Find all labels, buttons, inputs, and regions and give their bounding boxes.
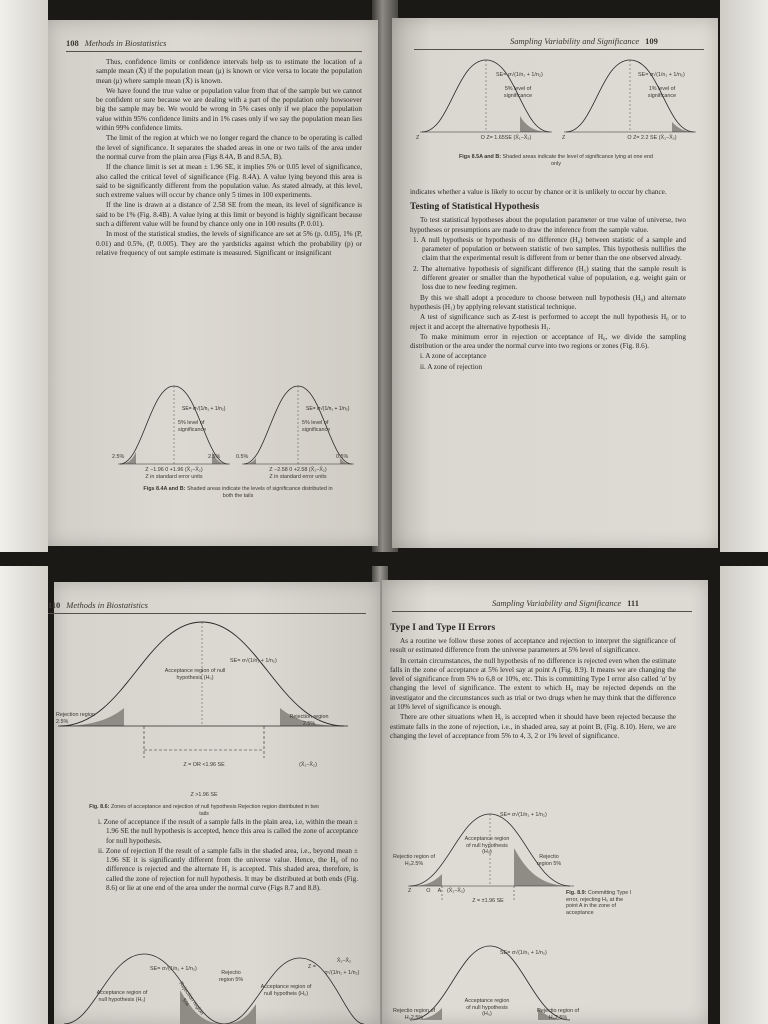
running-head-title: Methods in Biostatistics [84, 38, 167, 48]
tail-label: 0.5% [336, 454, 349, 460]
body-text [390, 618, 676, 742]
page-number: 108 [66, 38, 79, 48]
rejection-label: Rejection region 2.5% [289, 714, 329, 727]
paragraph: To make minimum error in rejection or acceptance of H₀, we divide the sampling distribution or the area under the normal curve into two regions or zones (Fig. 8.6). [410, 332, 686, 351]
page-108 [48, 20, 378, 546]
acceptance-label: Acceptance region of null hypothesis (H₀) [464, 836, 510, 856]
axis-label: O Z= 2.2 SE (X̄₁−X̄₂) [627, 135, 677, 141]
page-number: 111 [627, 598, 639, 608]
axis-label: Z O A (X̄₁−X̄₂) [408, 888, 465, 894]
axis-label: Z >1.96 SE [190, 792, 218, 798]
header-rule [414, 49, 704, 50]
hypothesis-list [410, 236, 686, 293]
axis-label: Z = ±1.96 SE [472, 898, 504, 904]
axis-label: Z = OR <1.96 SE [183, 762, 225, 768]
figure-8-7-8-8 [64, 950, 364, 1024]
axis-label: O Z= 1.65SE (X̄₁−X̄₂) [480, 135, 532, 141]
se-formula: SE= σ√(1/n₁ + 1/n₂) [496, 72, 543, 78]
paragraph: A test of significance such as Z-test is performed to accept the null hypothesis H₀ or to reject it and accept the alternative hypothesis H₁. [410, 313, 686, 331]
caption-text: Shaded areas indicate the levels of significance distributed in both the tails [185, 486, 333, 499]
list-item: ii. Zone of rejection If the result of a sample falls in the shaded area, i.e., beyond mean ± 1.96 SE it is significantly different from the universe value. Hence, the H₀ of no difference is rejected and the alternate H₁ is accepted. This shaded area, therefore, is called the zone of rejection for null hypothesis. It may be distributed at both ends (Fig. 8.6) or lie at one end of the area under the normal curve (Figs 8.7 and 8.8). [98, 846, 358, 893]
header-rule [392, 611, 692, 612]
acceptance-label: Acceptance region of null hypothesis (H₀) [464, 998, 510, 1018]
page-111 [382, 580, 708, 1024]
page-number: 110 [48, 600, 61, 610]
running-head-title: Methods in Biostatistics [66, 600, 148, 610]
se-formula: SE= σ√(1/n₁ + 1/n₂) [500, 812, 547, 818]
header-rule [48, 613, 366, 614]
sig-level-label: 5% level of significance [302, 420, 331, 433]
sig-level-label: 5% level of significance [503, 86, 533, 99]
list-item: 1. A null hypothesis or hypothesis of no difference (H₀) between statistic of a sample and parameter of population or between statistic of two samples. This hypothesis nullifies the claim that the experimental result is different from or better than the one observed already. [413, 235, 686, 263]
sig-level-label: 5% level of significance [178, 420, 207, 433]
axis-label: Z −2.58 0 +2.58 (X̄₁−X̄₂) [269, 467, 327, 473]
bell-curves-one-sided [64, 950, 364, 1024]
section-heading: Type I and Type II Errors [390, 623, 496, 633]
running-head [66, 38, 166, 48]
list-item: i. A zone of acceptance [420, 352, 487, 361]
caption-label: Figs 8.4A and B: [143, 486, 186, 492]
caption-label: Fig. 8.6: [89, 804, 110, 810]
figure-8-6 [54, 616, 354, 798]
paragraph: If the chance limit is set at mean ± 1.96 SE, it implies 5% or 0.05 level of significance, also called the critical level of significance (Fig. 8.4A). A value lying beyond this area is said to be significantly different from the population value. As stated already, at this level, such extreme values will occur by chance only 5 times in 100 experiments. [96, 163, 362, 200]
se-formula: SE= σ√(1/n₁ + 1/n₂) [230, 658, 277, 664]
tail-label: 2.5% [208, 454, 221, 460]
figure-8-10 [393, 940, 579, 1024]
paragraph: In most of the statistical studies, the levels of significance are set at 5% (p. 0.05), 1% (P, 0.01) and 0.5%, (P, 0.005). They are the yardsticks against which the probability (p) or relative frequency of out sample estimate is measured. Significant or insignificant [96, 230, 362, 257]
axis-z: Z [562, 135, 566, 141]
caption-text: Shaded areas indicate the level of significance lying at one end only [501, 154, 653, 167]
page-number: 109 [645, 36, 658, 46]
header-rule [66, 51, 362, 52]
bell-curve-zones [54, 616, 354, 764]
zone-definitions [88, 818, 358, 893]
tail-label: 0.5% [236, 454, 249, 460]
figure-8-4 [112, 380, 362, 480]
rejection-label: Rejectio region of H₀2.5% [393, 854, 435, 867]
paragraph: In certain circumstances, the null hypothesis of no difference is rejected even when the estimate falls in the zone of acceptance at 5% level say at point A (Fig. 8.9). It means we are changing the level of significance from 5% to 6,8 or 10%, etc. This is committing Type I error also called 'α' by changing the level of significance. The extent to which H₀ may be rejected depends on the investigator and the circumstances such as trial or two drugs when he may think that the difference at 10% level of significance is enough. [390, 656, 676, 712]
running-head-title: Sampling Variability and Significance [510, 36, 640, 46]
caption-label: Fig. 8.9: [566, 890, 587, 896]
rejection-label: Rejection region 2.5% [56, 712, 95, 725]
left-page-edge-lower [0, 566, 48, 1024]
running-head [510, 36, 658, 46]
body-text [96, 58, 362, 259]
page-110 [48, 582, 380, 1024]
right-page-edge [720, 0, 768, 552]
right-page-edge-lower [720, 566, 768, 1024]
rejection-label: Rejectio region of H₀2.5% [393, 1008, 435, 1021]
acceptance-label: Acceptance region of null hypothesis (H₀) [96, 990, 148, 1003]
left-page-edge [0, 0, 48, 552]
units-label: Z in standard error units [145, 474, 203, 480]
tail-label: 2.5% [112, 454, 125, 460]
se-formula: SE= σ√(1/n₁ + 1/n₂) [638, 72, 685, 78]
axis-label: Z −1.96 0 +1.96 (X̄₁−X̄₂) [145, 467, 203, 473]
paragraph: By this we shall adopt a procedure to choose between null hypothesis (H₀) and alternate hypothesis (H₁) by applying relevant statistical technique. [410, 293, 686, 311]
figure-caption [138, 486, 338, 499]
z-label: Z = [308, 964, 316, 970]
paragraph: As a routine we follow these zones of acceptance and rejection to interpret the significance of result or estimated difference from the universe parameters at 5% level of significance. [390, 637, 676, 655]
axis-label: (X̄₁−X̄₂) [299, 762, 317, 768]
rejection-label: Rejection region 5% [177, 980, 205, 1017]
list-item: i. Zone of acceptance if the result of a sample falls in the plain area, i.e, within the mean ± 1.96 SE the null hypothesis is accepted, hence this area is called the zone of acceptance for null hypothesis. [98, 818, 358, 845]
list-item: 2. The alternative hypothesis of significant difference (H₁) stating that the sample result is different greater or smaller than the hypothetical value of population, e.g. weight gain or loss due to new feeding regimen. [413, 264, 686, 292]
section-heading: Testing of Statistical Hypothesis [410, 202, 540, 213]
z-numerator: X̄₁−X̄₂ [336, 958, 352, 964]
paragraph: indicates whether a value is likely to occur by chance or it is unlikely to occur by chance. [410, 188, 667, 196]
figure-8-5 [416, 56, 706, 146]
zone-list [410, 352, 686, 372]
figure-caption [456, 154, 656, 167]
bell-curves-one-tailed [416, 56, 706, 146]
rejection-label: Rejectio region of H₀2.5% [537, 1008, 579, 1021]
paragraph: The limit of the region at which we no longer regard the chance to be operating is called the level of significance. It separates the shaded areas in one or two tails of the area under the normal curve from the plain area (Figs 8.4A, B and 8.5A, B). [96, 134, 362, 161]
body-text [88, 818, 358, 894]
running-head [48, 600, 148, 610]
svg-text:SE= σ√(1/n₁ + 1/n₂): SE= σ√(1/n₁ + 1/n₂) [182, 406, 226, 412]
axis-z: Z [416, 135, 420, 141]
paragraph: There are other situations when H₀ is accepted when it should have been rejected because the estimate falls in the zone of rejection, i.e., in shaded area, say at point B, (Fig. 8.10). Here, we are changing the level of acceptance from 5% to 4, 3, 2 or 1% level of significance. [390, 713, 676, 740]
figure-8-9 [393, 808, 576, 904]
units-label: Z in standard error units [269, 474, 327, 480]
acceptance-label: Acceptance region of null hypothesis (H₀) [164, 668, 226, 681]
running-head [492, 598, 639, 608]
rejection-label: Rejectio region 5% [218, 970, 244, 983]
rejection-label: Rejectio region 5% [536, 854, 562, 867]
figure-caption [84, 804, 324, 817]
running-head-title: Sampling Variability and Significance [492, 598, 622, 608]
svg-text:SE= σ√(1/n₁ + 1/n₂): SE= σ√(1/n₁ + 1/n₂) [306, 406, 350, 412]
caption-text: Zones of acceptance and rejection of null hypothesis Rejection region distributed in two tails [109, 804, 319, 817]
paragraph: If the line is drawn at a distance of 2.58 SE from the mean, its level of significance is said to be 1% (Fig. 8.4B). A value lying at this limit or beyond is highly significant because such a different value will be found by chance only one in 100 results (P. 0.01). [96, 201, 362, 229]
z-denominator: σ√(1/n₁ + 1/n₂) [324, 970, 360, 976]
page-109 [392, 18, 718, 548]
caption-label: Figs 8.5A and B: [459, 154, 502, 160]
se-formula: SE= σ√(1/n₁ + 1/n₂) [150, 966, 197, 972]
figure-caption [566, 890, 632, 916]
list-item: ii. A zone of rejection [420, 362, 483, 371]
body-text [410, 188, 686, 373]
se-formula: SE= σ√(1/n₁ + 1/n₂) [500, 950, 547, 956]
paragraph: We have found the true value or population value from that of the sample but we cannot be confident or sure because we are dealing with a part of the population only howsoever big the sample may be. We would be wrong in 5% cases only if we place the population value within 95% confidence limits and in 1% cases only if we say the population mean lies within 99% confidence limits. [96, 86, 362, 133]
acceptance-label: Acceptance region of null hypotheis (H₀) [260, 984, 312, 997]
paragraph: Thus, confidence limits or confidence intervals help us to estimate the location of a sample mean (X̄) if the population mean (μ) is known or vice versa to locate the population mean (μ) where sample mean (X̄) is known. [96, 58, 362, 85]
paragraph: To test statistical hypotheses about the population parameter or true value of universe, two hypotheses or presumptions are made to draw the inference from the sample value. [410, 216, 686, 234]
sig-level-label: 1% level of significance [647, 86, 677, 99]
caption-text: Committing Type I error, rejecting H₀ at the point A in the zone of acceptance [566, 890, 632, 916]
